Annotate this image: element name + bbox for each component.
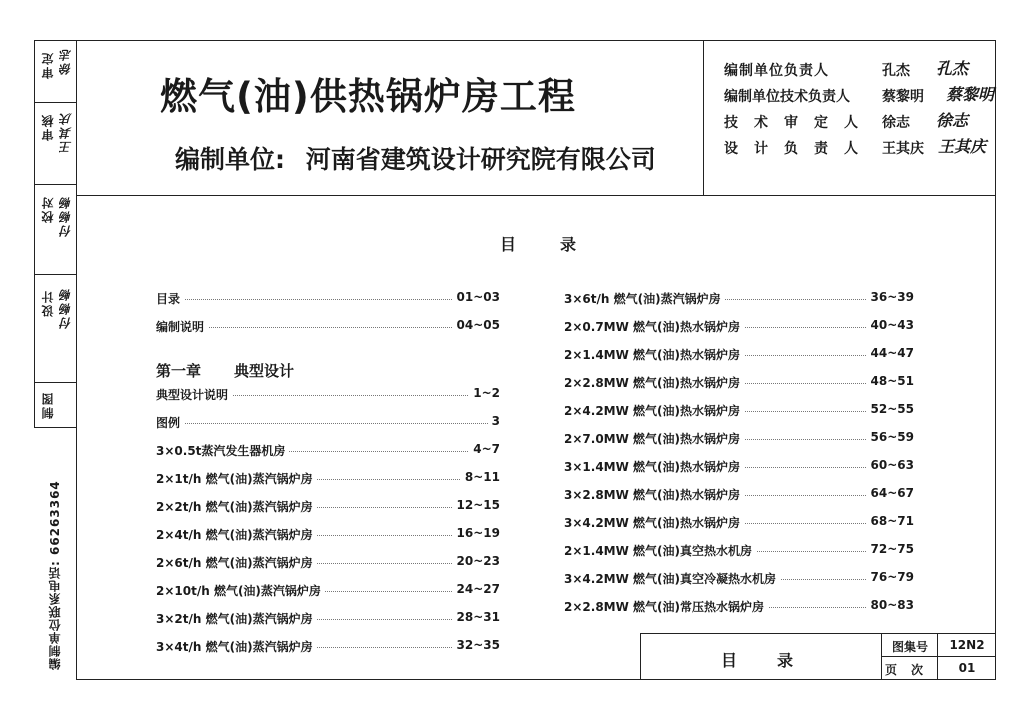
toc-entry-pages: 8~11 <box>461 470 500 484</box>
toc-entry-pages: 32~35 <box>453 638 500 652</box>
toc-entry-pages: 60~63 <box>867 458 914 472</box>
header-vertical-divider <box>703 40 704 195</box>
page-number: 01 <box>958 661 976 675</box>
toc-entry-label: 3×4.2MW 燃气(油)热水锅炉房 <box>564 514 744 531</box>
compiler-line <box>175 140 656 176</box>
strip-cell-design <box>35 275 76 383</box>
person-name: 蔡黎明 <box>882 89 924 105</box>
toc-entry[interactable] <box>156 580 500 608</box>
toc-entry-label: 3×0.5t蒸汽发生器机房 <box>156 442 289 459</box>
title-block <box>640 633 996 680</box>
toc-entry[interactable] <box>564 568 914 596</box>
compiler-name: 河南省建筑设计研究院有限公司 <box>305 145 656 174</box>
person-role: 设计负责人 <box>724 141 874 157</box>
toc-left-column <box>156 288 500 664</box>
toc-entry-label: 3×2.8MW 燃气(油)热水锅炉房 <box>564 486 744 503</box>
toc-entry[interactable] <box>564 540 914 568</box>
title-block-name: 目录 <box>721 651 834 670</box>
toc-entry[interactable] <box>156 384 500 412</box>
toc-entry-pages: 76~79 <box>867 570 914 584</box>
toc-entry[interactable] <box>156 440 500 468</box>
toc-entry[interactable] <box>564 456 914 484</box>
strip-signature: 付畅畅 <box>59 195 73 237</box>
toc-entry-pages: 36~39 <box>867 290 914 304</box>
toc-entry-label: 2×7.0MW 燃气(油)热水锅炉房 <box>564 430 744 447</box>
person-row <box>724 138 994 164</box>
toc-entry-pages: 01~03 <box>453 290 500 304</box>
toc-entry-pages: 56~59 <box>867 430 914 444</box>
strip-key: 审核 <box>41 113 55 141</box>
toc-entry[interactable] <box>564 344 914 372</box>
toc-entry-pages: 72~75 <box>867 542 914 556</box>
title-block-divider <box>937 634 938 680</box>
toc-entry-label: 图例 <box>156 414 184 431</box>
toc-entry-pages: 16~19 <box>453 526 500 540</box>
toc-entry-label: 2×1t/h 燃气(油)蒸汽锅炉房 <box>156 470 317 487</box>
toc-entry-label: 2×1.4MW 燃气(油)真空热水机房 <box>564 542 756 559</box>
page-label: 页次 <box>885 663 938 677</box>
chapter-title: 典型设计 <box>234 362 295 380</box>
signature-strip <box>34 40 76 428</box>
toc-entry-label: 3×1.4MW 燃气(油)热水锅炉房 <box>564 458 744 475</box>
person-name: 王其庆 <box>882 141 924 157</box>
toc-entry-pages: 68~71 <box>867 514 914 528</box>
toc-entry-label: 2×2.8MW 燃气(油)常压热水锅炉房 <box>564 598 768 615</box>
person-signature: 王其庆 <box>938 137 987 156</box>
toc-entry-pages: 28~31 <box>453 610 500 624</box>
person-signature: 徐志 <box>936 111 969 130</box>
toc-title: 目录 <box>500 235 621 254</box>
person-signature: 蔡黎明 <box>946 85 995 104</box>
strip-key: 制图 <box>41 391 55 419</box>
person-role: 编制单位技术负责人 <box>724 89 850 105</box>
toc-entry-pages: 48~51 <box>867 374 914 388</box>
toc-entry[interactable] <box>156 412 500 440</box>
strip-key: 校对 <box>41 195 55 223</box>
toc-entry-pages: 20~23 <box>453 554 500 568</box>
person-role: 编制单位负责人 <box>724 63 829 79</box>
toc-entry-label: 3×4t/h 燃气(油)蒸汽锅炉房 <box>156 638 317 655</box>
toc-right-column <box>564 288 914 624</box>
toc-entry[interactable] <box>156 552 500 580</box>
toc-entry[interactable] <box>564 288 914 316</box>
toc-entry-label: 2×10t/h 燃气(油)蒸汽锅炉房 <box>156 582 325 599</box>
person-signature: 孔杰 <box>936 59 969 78</box>
toc-entry-label: 3×6t/h 燃气(油)蒸汽锅炉房 <box>564 290 725 307</box>
toc-entry[interactable] <box>156 468 500 496</box>
toc-entry[interactable] <box>564 428 914 456</box>
title-block-divider <box>881 656 996 657</box>
toc-entry[interactable] <box>156 608 500 636</box>
toc-entry-pages: 24~27 <box>453 582 500 596</box>
toc-entry[interactable] <box>156 524 500 552</box>
toc-entry-label: 目录 <box>156 290 184 307</box>
dot-leader <box>156 423 500 424</box>
header-divider <box>76 195 996 196</box>
strip-cell-proofread <box>35 185 76 275</box>
chapter-number: 第一章 <box>156 362 202 380</box>
strip-cell-drafting <box>35 383 76 427</box>
toc-entry[interactable] <box>156 316 500 344</box>
title-block-divider <box>881 634 882 680</box>
responsible-persons <box>724 60 994 164</box>
atlas-label: 图集号 <box>891 640 928 654</box>
toc-entry-pages: 80~83 <box>867 598 914 612</box>
toc-entry-pages: 04~05 <box>453 318 500 332</box>
chapter-heading <box>156 356 500 384</box>
strip-key: 审定 <box>41 51 55 79</box>
contact-phone: 编制单位联系电话: 66263364 <box>48 480 62 670</box>
strip-signature: 付畅畅 <box>59 287 73 329</box>
toc-entry-label: 典型设计说明 <box>156 386 232 403</box>
project-title: 燃气(油)供热锅炉房工程 <box>160 75 576 118</box>
toc-entry-pages: 3 <box>488 414 500 428</box>
strip-signature: 徐志 <box>59 47 73 75</box>
person-name: 徐志 <box>882 115 910 131</box>
toc-entry-label: 3×4.2MW 燃气(油)真空冷凝热水机房 <box>564 570 780 587</box>
toc-entry-label: 3×2t/h 燃气(油)蒸汽锅炉房 <box>156 610 317 627</box>
toc-entry-label: 2×4.2MW 燃气(油)热水锅炉房 <box>564 402 744 419</box>
toc-entry[interactable] <box>156 496 500 524</box>
toc-entry-label: 2×0.7MW 燃气(油)热水锅炉房 <box>564 318 744 335</box>
toc-entry-label: 2×1.4MW 燃气(油)热水锅炉房 <box>564 346 744 363</box>
toc-entry-label: 2×4t/h 燃气(油)蒸汽锅炉房 <box>156 526 317 543</box>
atlas-number: 12N2 <box>949 638 985 652</box>
toc-entry[interactable] <box>156 288 500 316</box>
toc-entry-pages: 1~2 <box>469 386 500 400</box>
compiler-label: 编制单位: <box>175 145 285 174</box>
toc-entry-pages: 4~7 <box>469 442 500 456</box>
strip-key: 设计 <box>41 289 55 317</box>
toc-entry-pages: 12~15 <box>453 498 500 512</box>
strip-signature: 王其庆 <box>59 111 73 153</box>
toc-entry[interactable] <box>156 636 500 664</box>
toc-entry[interactable] <box>564 316 914 344</box>
toc-entry[interactable] <box>564 596 914 624</box>
toc-entry[interactable] <box>564 484 914 512</box>
strip-cell-approve <box>35 41 76 103</box>
toc-entry-pages: 44~47 <box>867 346 914 360</box>
toc-entry-label: 2×6t/h 燃气(油)蒸汽锅炉房 <box>156 554 317 571</box>
toc-entry[interactable] <box>564 400 914 428</box>
strip-cell-review <box>35 103 76 185</box>
person-role: 技术审定人 <box>724 115 874 131</box>
dot-leader <box>156 299 500 300</box>
person-name: 孔杰 <box>882 63 910 79</box>
toc-entry-label: 编制说明 <box>156 318 208 335</box>
toc-entry-label: 2×2t/h 燃气(油)蒸汽锅炉房 <box>156 498 317 515</box>
toc-entry-pages: 52~55 <box>867 402 914 416</box>
toc-entry[interactable] <box>564 512 914 540</box>
toc-entry-pages: 40~43 <box>867 318 914 332</box>
toc-entry-pages: 64~67 <box>867 486 914 500</box>
toc-entry[interactable] <box>564 372 914 400</box>
toc-entry-label: 2×2.8MW 燃气(油)热水锅炉房 <box>564 374 744 391</box>
